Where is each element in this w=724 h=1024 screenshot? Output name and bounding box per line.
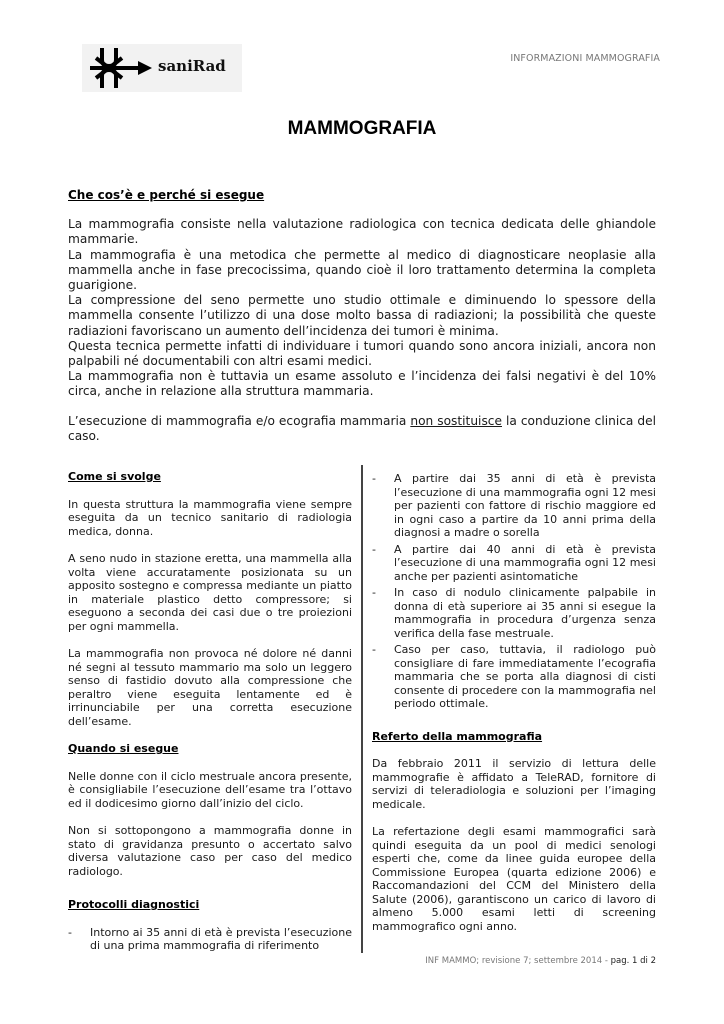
note-emphasis: non sostituisce (410, 413, 502, 428)
intro-note (68, 414, 656, 444)
header-tag: INFORMAZIONI MAMMOGRAFIA (510, 53, 660, 64)
list-item: - Caso per caso, tuttavia, il radiologo può consigliare di fare immediatamente l’ecografia mammaria che se porta alla diagnosi di cisti consente di procedere con la mammografia nel periodo ottimale. (372, 643, 656, 711)
quando-paragraph: Nelle donne con il ciclo mestruale ancora presente, è consigliabile l’esecuzione dell’esame tra l’ottavo ed il dodicesimo giorno dall’inizio del ciclo. (68, 769, 352, 810)
quando-paragraph: Non si sottopongono a mammografia donne in stato di gravidanza presunto o accertato salvo diversa valutazione caso per caso del medico radiologo. (68, 824, 352, 878)
left-column (68, 470, 352, 956)
intro-heading: Che cos’è e perché si esegue (68, 188, 265, 202)
intro-paragraph: La mammografia non è tuttavia un esame assoluto e l’incidenza dei falsi negativi è del 10% circa, anche in relazione alla struttura mammaria. (68, 369, 656, 399)
logo-wordmark: saniRad (158, 57, 226, 75)
protocolli-list (68, 926, 352, 953)
come-paragraph: La mammografia non provoca né dolore né danni né segni al tessuto mammario ma solo un leggero senso di fastidio dovuto alla compressione che peraltro viene eseguita lentamente ed è irrinunciabile per una corretta esecuzione dell’esame. (68, 647, 352, 728)
list-item: - Intorno ai 35 anni di età è prevista l’esecuzione di una prima mammografia di riferimento (68, 926, 352, 953)
page-title: MAMMOGRAFIA (287, 118, 437, 139)
intro-paragraph: La compressione del seno permette uno studio ottimale e diminuendo lo spessore della mammella consente l’utilizzo di una dose molto bassa di radiazioni; la possibilità che queste radiazioni favoriscano un aumento dell’incidenza dei tumori è minima. (68, 293, 656, 338)
right-column (372, 472, 656, 933)
come-heading: Come si svolge (68, 470, 161, 483)
intro-paragraph: La mammografia è una metodica che permette al medico di diagnosticare neoplasie alla mammella anche in fase precocissima, quando cioè il loro trattamento determina la completa guarigione. (68, 247, 656, 293)
list-item: - In caso di nodulo clinicamente palpabile in donna di età superiore ai 35 anni si esegue la mammografia in procedura d’urgenza senza verifica della fase mestruale. (372, 586, 656, 640)
protocolli-list-continued (372, 472, 656, 711)
column-divider (361, 465, 363, 953)
come-paragraph: A seno nudo in stazione eretta, una mammella alla volta viene accuratamente posizionata su un apposito sostegno e compressa mediante un piatto in materiale plastico detto compressore; si eseguono a seconda dei casi due o tre proiezioni per ogni mammella. (68, 552, 352, 633)
intro-section (68, 188, 656, 444)
list-item: - A partire dai 35 anni di età è prevista l’esecuzione di una mammografia ogni 12 mesi per pazienti con fattore di rischio maggiore ed in ogni caso a partire da 10 anni prima della diagnosi a madre o sorella (372, 472, 656, 540)
intro-paragraph: Questa tecnica permette infatti di individuare i tumori quando sono ancora iniziali, ancora non palpabili né documentabili con altri esami medici. (68, 338, 656, 369)
page-footer (425, 956, 656, 966)
quando-heading: Quando si esegue (68, 742, 179, 755)
referto-heading: Referto della mammografia (372, 729, 543, 743)
page-number: pag. 1 di 2 (610, 956, 656, 966)
protocolli-heading: Protocolli diagnostici (68, 898, 200, 911)
note-text: L’esecuzione di mammografia e/o ecografia mammaria (68, 413, 411, 428)
note-text: la conduzione clinica del caso. (68, 413, 656, 443)
revision-info: INF MAMMO; revisione 7; settembre 2014 - (425, 956, 611, 966)
come-paragraph: In questa struttura la mammografia viene sempre eseguita da un tecnico sanitario di radiologia medica, donna. (68, 497, 352, 538)
list-item: - A partire dai 40 anni di età è prevista l’esecuzione di una mammografia ogni 12 mesi anche per pazienti asintomatiche (372, 543, 656, 584)
referto-paragraph: Da febbraio 2011 il servizio di lettura delle mammografie è affidato a TeleRAD, fornitore di servizi di teleradiologia e soluzioni per l’imaging medicale. (372, 757, 656, 811)
referto-paragraph: La refertazione degli esami mammografici sarà quindi eseguita da un pool di medici senologi esperti che, come da linee guida europee della Commissione Europea (quarta edizione 2006) e Raccomandazioni del CCM del Ministero della Salute (2006), garantiscono un carico di lavoro di almeno 5.000 esami letti di screening mammografico ogni anno. (372, 825, 656, 933)
intro-paragraph: La mammografia consiste nella valutazione radiologica con tecnica dedicata delle ghiandole mammarie. (68, 217, 656, 247)
